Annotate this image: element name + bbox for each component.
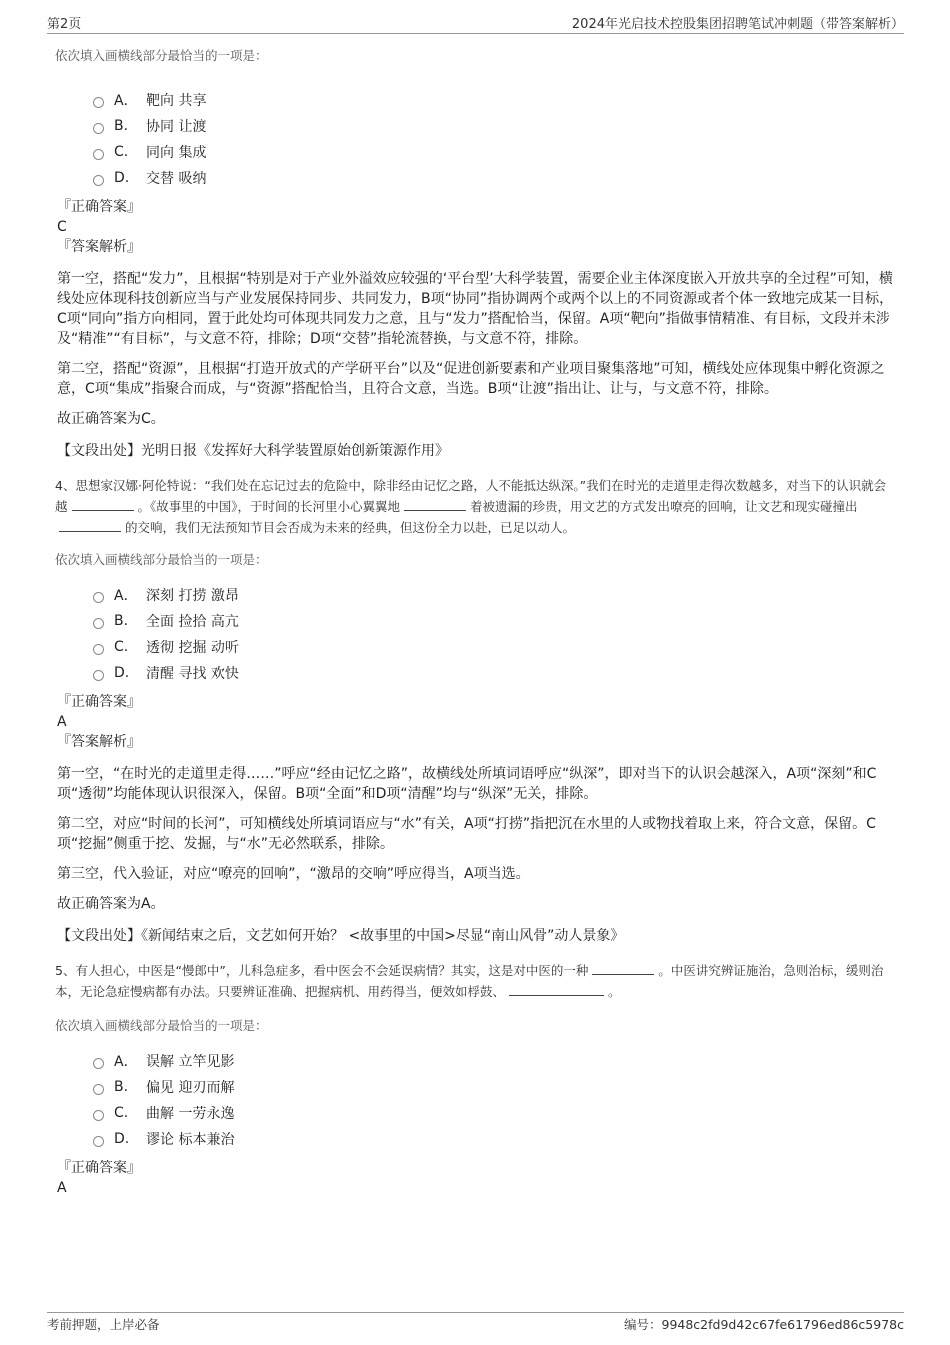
q3-analysis-label: 『答案解析』 (57, 239, 141, 255)
q3-option-b[interactable]: B. 协同 让渡 (93, 113, 895, 139)
q3-analysis-para-1: 第一空，搭配“发力”，且根据“特别是对于产业外溢效应较强的‘平台型’大科学装置，需要企业主体深度嵌入开放共享的全过程”可知，横线处应体现科技创新应当与产业发展保持同步、共同发力，B项“协同”指协调两个或两个以上的不同资源或者个体一致地完成某一目标，C项“同向”指方向相同，置于此处均可体现共同发力之意，且与“发力”搭配恰当，保留。A项“靶向”指做事情精准、有目标，文段并未涉及“精准”“有目标”，与文意不符，排除；D项“交替”指轮流替换，与文意不符，排除。 (57, 271, 894, 347)
footer-slogan: 考前押题，上岸必备 (47, 1317, 160, 1332)
radio-icon[interactable] (93, 592, 104, 603)
q5-options (93, 1048, 895, 1152)
q4-option-c[interactable]: C. 透彻 挖掘 动听 (93, 634, 895, 660)
q3-options (93, 87, 895, 191)
q3-answer-label: 『正确答案』 (57, 199, 141, 215)
q5-answer-label: 『正确答案』 (57, 1160, 141, 1176)
q5-stem: 5、有人担心，中医是“慢郎中”，儿科急症多，看中医会不会延误病情？其实，这是对中医的一种 。中医讲究辨证施治，急则治标，缓则治本，无论急症慢病都有办法。只要辨证准确、把握病机、用药得当，便效如桴鼓、 。 (55, 963, 884, 999)
document-body (55, 45, 895, 1198)
document-title: 2024年光启技术控股集团招聘笔试冲刺题（带答案解析） (571, 17, 904, 32)
radio-icon[interactable] (93, 1058, 104, 1069)
q4-analysis-para-4: 故正确答案为A。 (57, 896, 165, 912)
q5-option-a[interactable]: A． 误解 立竿见影 (93, 1048, 895, 1074)
blank-line (404, 498, 466, 511)
radio-icon[interactable] (93, 670, 104, 681)
q3-option-c[interactable]: C. 同向 集成 (93, 139, 895, 165)
document-id: 编号：9948c2fd9d42c67fe61796ed86c5978c (624, 1317, 904, 1332)
page-header (47, 13, 904, 33)
blank-line (72, 498, 134, 511)
q4-answer-label: 『正确答案』 (57, 694, 141, 710)
q3-option-a[interactable]: A． 靶向 共享 (93, 87, 895, 113)
q4-analysis-label: 『答案解析』 (57, 734, 141, 750)
q4-options (93, 582, 895, 686)
radio-icon[interactable] (93, 97, 104, 108)
q4-option-a[interactable]: A． 深刻 打捞 激昂 (93, 582, 895, 608)
q3-analysis-para-2: 第二空，搭配“资源”，且根据“打造开放式的产学研平台”以及“促进创新要素和产业项目聚集落地”可知，横线处应体现集中孵化资源之意，C项“集成”指聚合而成，与“资源”搭配恰当，且符合文意，当选。B项“让渡”指出让、让与，与文意不符，排除。 (57, 361, 885, 397)
blank-line (59, 519, 121, 532)
q4-instruction: 依次填入画横线部分最恰当的一项是： (55, 552, 268, 567)
q4-analysis-para-2: 第二空，对应“时间的长河”，可知横线处所填词语应与“水”有关，A项“打捞”指把沉在水里的人或物找着取上来，符合文意，保留。C项“挖掘”侧重于挖、发掘，与“水”无必然联系，排除。 (57, 816, 876, 852)
blank-line (509, 983, 604, 996)
q3-source: 【文段出处】光明日报《发挥好大科学装置原始创新策源作用》 (57, 443, 449, 459)
header-divider (47, 33, 904, 34)
q3-option-d[interactable]: D. 交替 吸纳 (93, 165, 895, 191)
q5-option-d[interactable]: D. 谬论 标本兼治 (93, 1126, 895, 1152)
footer-divider (47, 1312, 904, 1313)
q3-analysis-para-3: 故正确答案为C。 (57, 411, 165, 427)
q4-stem: 4、思想家汉娜·阿伦特说：“我们处在忘记过去的危险中，除非经由记忆之路，人不能抵达纵深。”我们在时光的走道里走得次数越多，对当下的认识就会越 。《故事里的中国》，于时间的长河里小心翼翼地 着被遗漏的珍贵，用文艺的方式发出嘹亮的回响，让文艺和现实碰撞出的交响，我们无法预知节目会否成为未来的经典，但这份全力以赴，已足以动人。 (55, 478, 887, 535)
radio-icon[interactable] (93, 1110, 104, 1121)
radio-icon[interactable] (93, 1136, 104, 1147)
q4-option-b[interactable]: B. 全面 捡拾 高亢 (93, 608, 895, 634)
q4-option-d[interactable]: D. 清醒 寻找 欢快 (93, 660, 895, 686)
radio-icon[interactable] (93, 1084, 104, 1095)
radio-icon[interactable] (93, 644, 104, 655)
q5-instruction: 依次填入画横线部分最恰当的一项是： (55, 1018, 268, 1033)
radio-icon[interactable] (93, 123, 104, 134)
q4-analysis-para-1: 第一空，“在时光的走道里走得……”呼应“经由记忆之路”，故横线处所填词语呼应“纵深”，即对当下的认识会越深入，A项“深刻”和C项“透彻”均能体现认识很深入，保留。B项“全面”和D项“清醒”均与“纵深”无关，排除。 (57, 766, 877, 802)
q4-analysis-para-3: 第三空，代入验证，对应“嘹亮的回响”，“激昂的交响”呼应得当，A项当选。 (57, 866, 530, 882)
q5-answer: A (57, 1180, 67, 1196)
radio-icon[interactable] (93, 149, 104, 160)
page-number: 第2页 (47, 17, 82, 32)
q3-instruction: 依次填入画横线部分最恰当的一项是： (55, 48, 268, 63)
q3-answer: C (57, 219, 67, 235)
q5-option-c[interactable]: C. 曲解 一劳永逸 (93, 1100, 895, 1126)
radio-icon[interactable] (93, 618, 104, 629)
q4-answer: A (57, 714, 67, 730)
blank-line (592, 962, 654, 975)
q5-option-b[interactable]: B. 偏见 迎刃而解 (93, 1074, 895, 1100)
radio-icon[interactable] (93, 175, 104, 186)
q4-source: 【文段出处】《新闻结束之后，文艺如何开始？ <故事里的中国>尽显“南山风骨”动人景象》 (57, 928, 625, 944)
